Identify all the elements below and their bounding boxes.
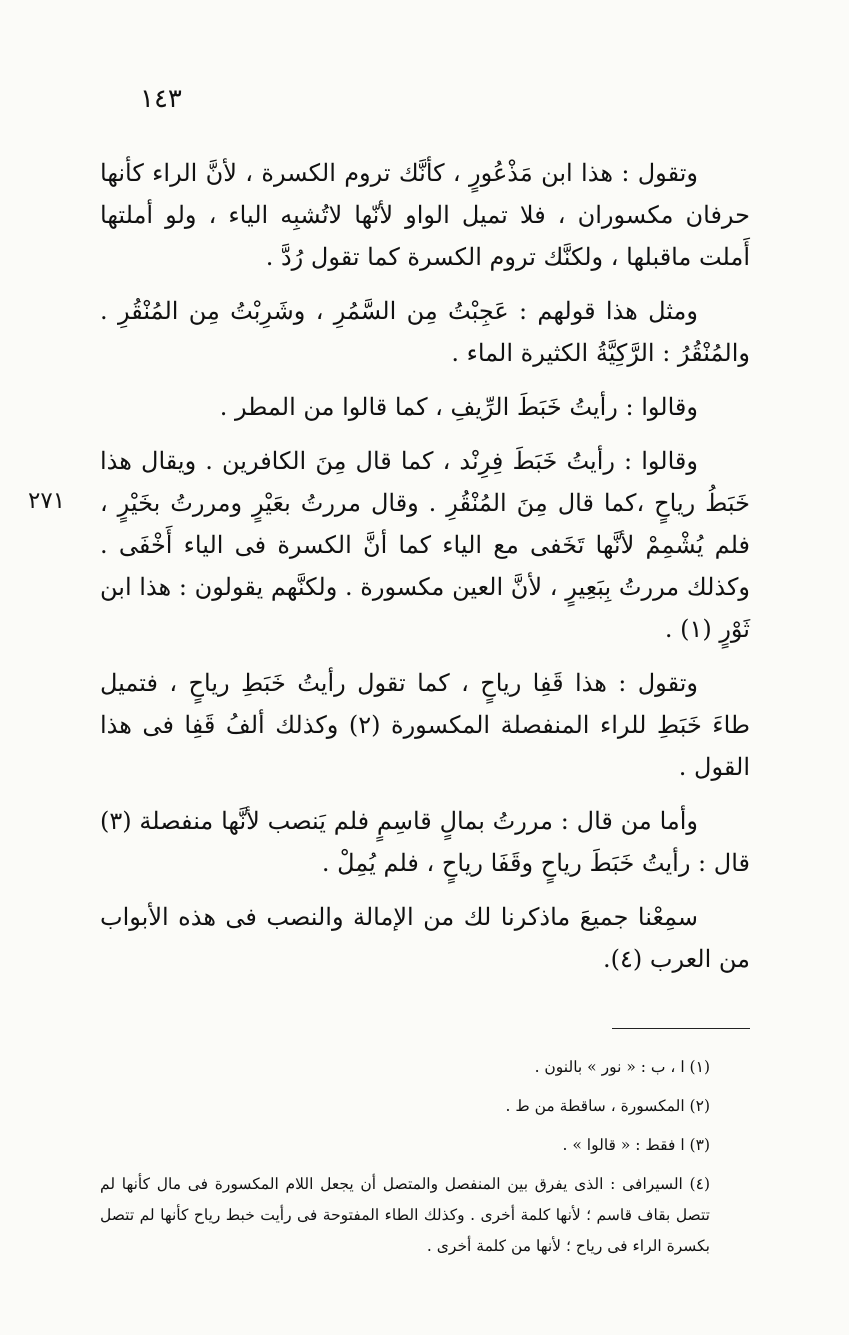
footnote-2: (٢) المكسورة ، ساقطة من ط . [505,1097,710,1115]
margin-reference-number: ٢٧١ [28,488,66,514]
footnotes [100,1052,750,1271]
paragraph-4: وقالوا : رأيتُ خَبَطَ فِرِنْد ، كما قال مِنَ الكافرين . ويقال هذا خَبَطُ رياحٍ ،كما قال مِنَ المُنْقُرِ . وقال مررتُ بعَيْرٍ ومررتُ بخَيْرٍ ، فلم يُشْمِمْ لأنَّها تَخَفى مع الياء كما أنَّ الكسرة فى الياء أَخْفَى . وكذلك مررتُ بِبَعِيرٍ ، لأنَّ العين مكسورة . ولكنَّهم يقولون : هذا ابن ثَوْرٍ (١) . [100,447,750,643]
paragraph-3: وقالوا : رأيتُ خَبَطَ الرِّيفِ ، كما قالوا من المطر . [219,393,698,421]
paragraph-2: ومثل هذا قولهم : عَجِبْتُ مِن السَّمُرِ ، وشَرِبْتُ مِن المُنْقُرِ . والمُنْقُرُ : الرَّكِيَّةُ الكثيرة الماء . [100,297,750,367]
paragraph-7: سمِعْنا جميعَ ماذكرنا لك من الإمالة والنصب فى هذه الأبواب من العرب (٤). [100,903,750,973]
paragraph-1: وتقول : هذا ابن مَذْعُورٍ ، كأنَّك تروم الكسرة ، لأنَّ الراء كأنها حرفان مكسوران ، فلا تميل الواو لأنّها لاتُشبِه الياء ، ولو أملتها أَملت ماقبلها ، ولكنَّك تروم الكسرة كما تقول رُدَّ . [100,159,750,271]
footnote-divider [612,1028,750,1029]
footnote-3: (٣) ا فقط : « قالوا » . [562,1136,710,1154]
main-text [100,152,750,992]
footnote-1: (١) ا ، ب : « نور » بالنون . [534,1058,710,1076]
footnote-4: (٤) السيرافى : الذى يفرق بين المنفصل والمتصل أن يجعل اللام المكسورة فى مال كأنها لم تتصل بقاف قاسم ؛ لأنها كلمة أخرى . وكذلك الطاء المفتوحة فى رأيت خبط رياح كأنها لم تتصل بكسرة الراء فى رياح ؛ لأنها من كلمة أخرى . [100,1175,710,1255]
paragraph-6: وأما من قال : مررتُ بمالٍ قاسِمٍ فلم يَنصب لأنَّها منفصلة (٣) قال : رأيتُ خَبَطَ رياحٍ وقَفَا رياحٍ ، فلم يُمِلْ . [100,807,750,877]
page-number: ١٤٣ [140,84,182,114]
paragraph-5: وتقول : هذا قَفِا رياحٍ ، كما تقول رأيتُ خَبَطِ رياحٍ ، فتميل طاءَ خَبَطِ للراء المنفصلة المكسورة (٢) وكذلك ألفُ قَفِا فى هذا القول . [100,669,751,781]
